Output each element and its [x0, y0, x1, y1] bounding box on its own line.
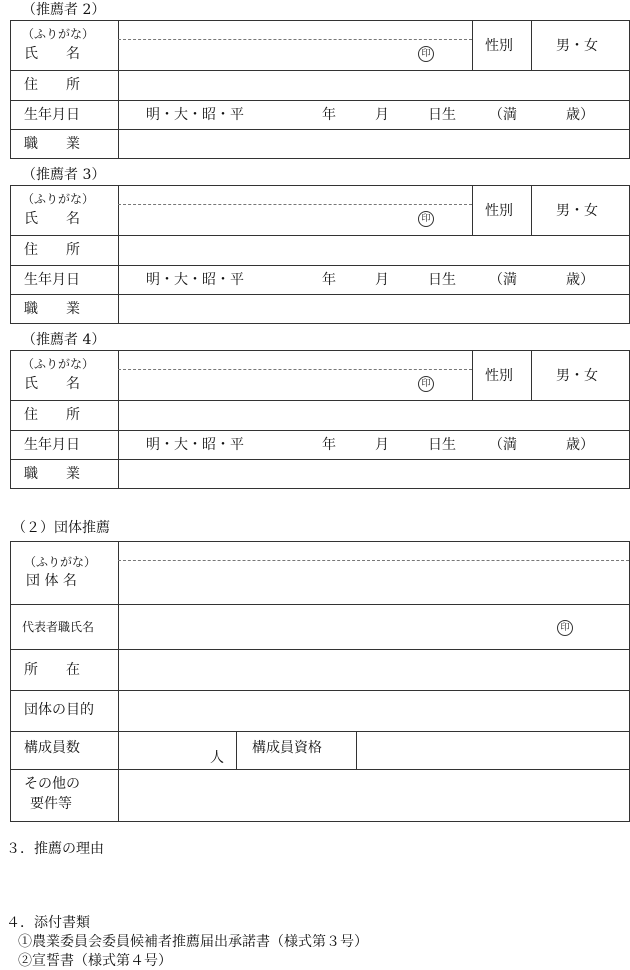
occupation-label: 職 業 [24, 466, 80, 482]
gender-options[interactable]: 男・女 [556, 368, 598, 384]
seal-mark: 印 [418, 376, 434, 392]
rule-line [10, 185, 11, 323]
occupation-label: 職 業 [24, 136, 80, 152]
era-options[interactable]: 明・大・昭・平 [146, 107, 244, 123]
rule-line [472, 350, 473, 400]
gender-label: 性別 [485, 38, 513, 54]
purpose-label: 団体の目的 [24, 702, 94, 718]
members-unit: 人 [210, 750, 224, 766]
gender-options[interactable]: 男・女 [556, 203, 598, 219]
address-field[interactable] [119, 71, 628, 99]
name-field[interactable] [119, 40, 471, 69]
rule-line [236, 731, 237, 769]
month-unit: 月 [375, 437, 389, 453]
rule-line [10, 821, 630, 822]
members-label: 構成員数 [24, 740, 80, 756]
seal-mark: 印 [418, 46, 434, 62]
other-label-line1: その他の [24, 776, 80, 792]
age-close: 歳） [566, 272, 594, 288]
group-name-label: 団 体 名 [26, 573, 77, 589]
year-unit: 年 [322, 437, 336, 453]
name-field[interactable] [119, 370, 471, 399]
year-unit: 年 [322, 272, 336, 288]
birth-label: 生年月日 [24, 107, 80, 123]
era-options[interactable]: 明・大・昭・平 [146, 272, 244, 288]
recommender-heading: （推薦者 2） [22, 2, 106, 18]
name-label: 氏 名 [24, 376, 80, 392]
rule-line [531, 185, 532, 235]
occupation-field[interactable] [119, 130, 628, 157]
rule-line [10, 488, 630, 489]
rule-line [531, 350, 532, 400]
age-open: （満 [489, 272, 517, 288]
day-unit: 日生 [428, 107, 456, 123]
rule-line [10, 100, 630, 101]
rule-line [472, 20, 473, 70]
occupation-label: 職 業 [24, 301, 80, 317]
gender-label: 性別 [485, 203, 513, 219]
qualification-label: 構成員資格 [252, 740, 322, 756]
recommender-heading: （推薦者 3） [22, 167, 106, 183]
address-field[interactable] [119, 236, 628, 264]
month-unit: 月 [375, 272, 389, 288]
age-open: （満 [489, 107, 517, 123]
reason-heading: ３．推薦の理由 [6, 841, 104, 857]
gender-label: 性別 [485, 368, 513, 384]
attachment-item: ②宣誓書（様式第４号） [18, 953, 172, 969]
month-unit: 月 [375, 107, 389, 123]
furigana-field[interactable] [119, 21, 471, 39]
seal-mark: 印 [557, 620, 573, 636]
furigana-field[interactable] [119, 186, 471, 204]
day-unit: 日生 [428, 437, 456, 453]
era-options[interactable]: 明・大・昭・平 [146, 437, 244, 453]
members-count-field[interactable] [119, 732, 213, 768]
recommender-heading: （推薦者 4） [22, 332, 106, 348]
furigana-label: （ふりがな） [22, 357, 95, 371]
reason-field[interactable] [6, 862, 624, 912]
address-label: 住 所 [24, 77, 80, 93]
address-field[interactable] [119, 401, 628, 429]
attachments-heading: ４．添付書類 [6, 915, 90, 931]
rule-line [10, 541, 11, 821]
furigana-field[interactable] [119, 351, 471, 369]
age-close: 歳） [566, 437, 594, 453]
rule-line [10, 265, 630, 266]
furigana-label: （ふりがな） [22, 192, 95, 206]
rule-line [10, 323, 630, 324]
address-label: 住 所 [24, 407, 80, 423]
occupation-field[interactable] [119, 460, 628, 487]
age-open: （満 [489, 437, 517, 453]
name-label: 氏 名 [24, 46, 80, 62]
qualification-field[interactable] [357, 732, 628, 768]
rule-line [531, 20, 532, 70]
group-name-field[interactable] [119, 561, 628, 603]
attachment-item: ①農業委員会委員候補者推薦届出承諾書（様式第３号） [18, 934, 368, 950]
birth-label: 生年月日 [24, 272, 80, 288]
location-field[interactable] [119, 650, 628, 689]
rule-line [10, 430, 630, 431]
day-unit: 日生 [428, 272, 456, 288]
furigana-label: （ふりがな） [22, 27, 95, 41]
name-label: 氏 名 [24, 211, 80, 227]
rule-line [472, 185, 473, 235]
other-label-line2: 要件等 [30, 796, 72, 812]
name-field[interactable] [119, 205, 471, 234]
group-heading: （２）団体推薦 [12, 520, 110, 536]
group-furigana-label: （ふりがな） [24, 555, 97, 569]
location-label: 所 在 [24, 662, 80, 678]
year-unit: 年 [322, 107, 336, 123]
rep-name-label: 代表者職氏名 [22, 620, 95, 634]
rule-line [10, 541, 630, 542]
rep-name-field[interactable] [119, 605, 628, 648]
address-label: 住 所 [24, 242, 80, 258]
other-requirements-field[interactable] [119, 770, 628, 820]
rule-line [10, 158, 630, 159]
age-close: 歳） [566, 107, 594, 123]
purpose-field[interactable] [119, 691, 628, 730]
seal-mark: 印 [418, 211, 434, 227]
birth-label: 生年月日 [24, 437, 80, 453]
gender-options[interactable]: 男・女 [556, 38, 598, 54]
rule-line [10, 350, 11, 488]
rule-line [10, 20, 11, 158]
occupation-field[interactable] [119, 295, 628, 322]
